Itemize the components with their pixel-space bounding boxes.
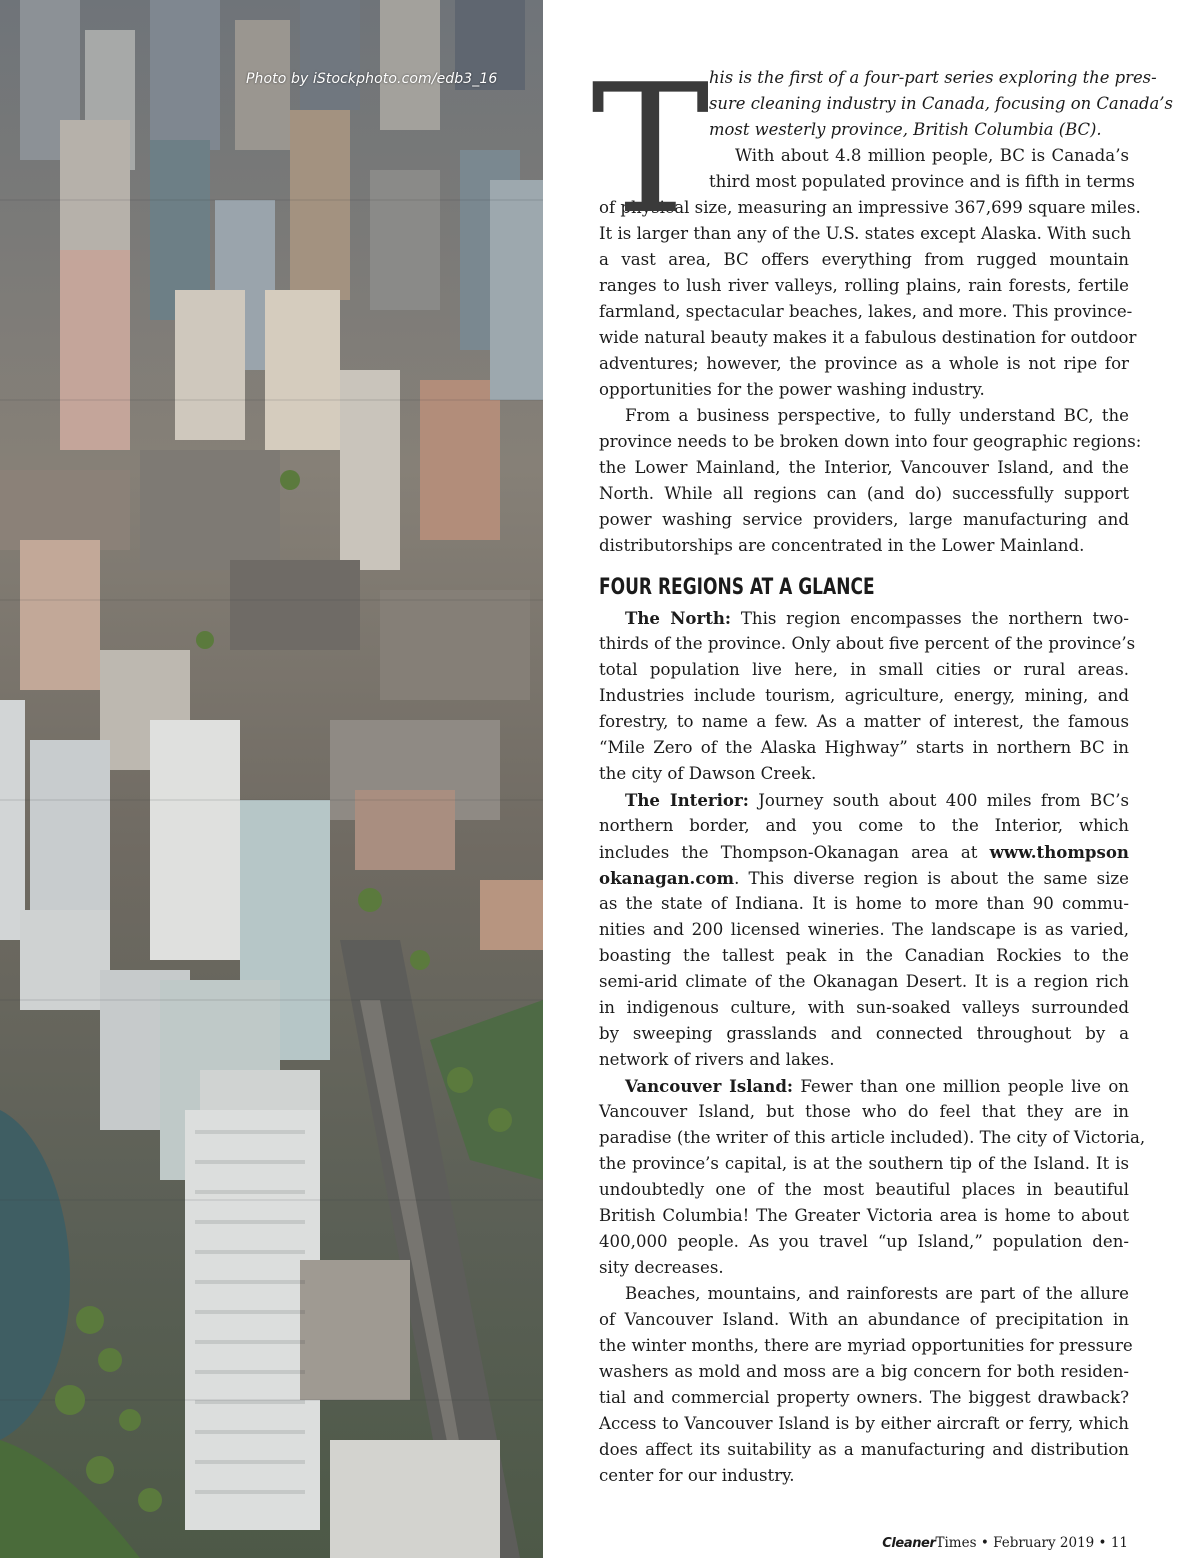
paragraph-line: tial and commercial property owners. The biggest drawback? xyxy=(599,1388,1129,1407)
paragraph-line: northern border, and you come to the Interior, which xyxy=(599,816,1129,835)
article-body xyxy=(591,46,1173,1489)
paragraph-line: of physical size, measuring an impressive 367,699 square miles. xyxy=(599,198,1141,217)
page-number: 11 xyxy=(1110,1535,1128,1551)
paragraph-line: nities and 200 licensed wineries. The landscape is as varied, xyxy=(599,920,1129,939)
paragraph-line: forestry, to name a few. As a matter of interest, the famous xyxy=(599,712,1129,731)
section-heading: FOUR REGIONS AT A GLANCE xyxy=(599,575,875,600)
paragraph-line: wide natural beauty makes it a fabulous destination for outdoor xyxy=(599,328,1137,347)
paragraph-line xyxy=(599,787,1129,813)
paragraph-line: province needs to be broken down into four geographic regions: xyxy=(599,432,1142,451)
paragraph-text: Fewer than one million people live on xyxy=(793,1077,1129,1096)
website-link-cont[interactable]: okanagan.com xyxy=(599,868,735,888)
paragraph-line xyxy=(599,1073,1129,1099)
paragraph-line: It is larger than any of the U.S. states except Alaska. With such xyxy=(599,224,1132,243)
paragraph-line: sity decreases. xyxy=(599,1258,724,1277)
paragraph-line: semi-arid climate of the Okanagan Desert. It is a region rich xyxy=(599,972,1129,991)
photo-credit: Photo by iStockphoto.com/edb3_16 xyxy=(246,71,498,87)
paragraph-text: This region encompasses the northern two- xyxy=(731,609,1129,628)
paragraph-line: the province’s capital, is at the southern tip of the Island. It is xyxy=(599,1154,1129,1173)
paragraph-line: as the state of Indiana. It is home to more than 90 commu- xyxy=(599,894,1129,913)
paragraph-line: Vancouver Island, but those who do feel that they are in xyxy=(599,1102,1129,1121)
paragraph-line: network of rivers and lakes. xyxy=(599,1050,835,1069)
paragraph-line: washers as mold and moss are a big concern for both residen- xyxy=(599,1362,1129,1381)
region-label-interior: The Interior: xyxy=(625,790,749,810)
paragraph-line: the Lower Mainland, the Interior, Vancouver Island, and the xyxy=(599,458,1129,477)
intro-line: sure cleaning industry in Canada, focusing on Canada’s xyxy=(709,94,1173,113)
paragraph-line: North. While all regions can (and do) successfully support xyxy=(599,484,1129,503)
intro-line: most westerly province, British Columbia (BC). xyxy=(709,120,1102,139)
paragraph-line: total population live here, in small cities or rural areas. xyxy=(599,660,1129,679)
park-greenery xyxy=(0,1440,140,1558)
paragraph-line: thirds of the province. Only about five percent of the province’s xyxy=(599,634,1136,653)
paragraph-line: 400,000 people. As you travel “up Island,” population den- xyxy=(599,1232,1129,1251)
paragraph-line: Industries include tourism, agriculture, energy, mining, and xyxy=(599,686,1129,705)
paragraph-line xyxy=(599,865,1129,891)
city-illustration xyxy=(0,0,543,1558)
paragraph-line: Beaches, mountains, and rainforests are part of the allure xyxy=(625,1284,1129,1303)
paragraph-line: With about 4.8 million people, BC is Canada’s xyxy=(735,146,1129,165)
paragraph-line: by sweeping grasslands and connected throughout by a xyxy=(599,1024,1129,1043)
paragraph-line: does affect its suitability as a manufacturing and distribution xyxy=(599,1440,1129,1459)
paragraph-line: boasting the tallest peak in the Canadian Rockies to the xyxy=(599,946,1129,965)
paragraph-line: Access to Vancouver Island is by either aircraft or ferry, which xyxy=(599,1414,1129,1433)
paragraph-line: in indigenous culture, with sun-soaked valleys surrounded xyxy=(599,998,1129,1017)
paragraph-line xyxy=(599,839,1129,865)
paragraph-text: includes the Thompson-Okanagan area at xyxy=(599,843,990,862)
intro-line: his is the first of a four-part series exploring the pres- xyxy=(709,68,1157,87)
page-footer xyxy=(882,1535,1128,1551)
paragraph-line: undoubtedly one of the most beautiful places in beautiful xyxy=(599,1180,1129,1199)
paragraph-line: of Vancouver Island. With an abundance of precipitation in xyxy=(599,1310,1129,1329)
region-label-island: Vancouver Island: xyxy=(625,1076,794,1096)
paragraph-line: farmland, spectacular beaches, lakes, and more. This province- xyxy=(599,302,1133,321)
magazine-name-times: Times xyxy=(935,1535,977,1551)
magazine-name-cleaner: Cleaner xyxy=(882,1536,936,1551)
paragraph-line: the city of Dawson Creek. xyxy=(599,764,817,783)
paragraph-line: third most populated province and is fifth in terms xyxy=(709,172,1135,191)
paragraph-line: opportunities for the power washing industry. xyxy=(599,380,985,399)
paragraph-line: adventures; however, the province as a whole is not ripe for xyxy=(599,354,1129,373)
paragraph-text: . This diverse region is about the same size xyxy=(734,869,1129,888)
paragraph-line: power washing service providers, large manufacturing and xyxy=(599,510,1129,529)
website-link[interactable]: www.thompson xyxy=(989,842,1129,862)
paragraph-text: Journey south about 400 miles from BC’s xyxy=(748,791,1129,810)
paragraph-line: a vast area, BC offers everything from rugged mountain xyxy=(599,250,1129,269)
park-greenery-right xyxy=(430,1000,543,1180)
region-label-north: The North: xyxy=(625,608,732,628)
issue-date: • February 2019 • xyxy=(976,1535,1111,1551)
paragraph-line: center for our industry. xyxy=(599,1466,795,1485)
paragraph-line: ranges to lush river valleys, rolling plains, rain forests, fertile xyxy=(599,276,1129,295)
paragraph-line: paradise (the writer of this article included). The city of Victoria, xyxy=(599,1128,1146,1147)
aerial-city-photo xyxy=(0,0,543,1558)
paragraph-line: the winter months, there are myriad opportunities for pressure xyxy=(599,1336,1133,1355)
paragraph-line: British Columbia! The Greater Victoria area is home to about xyxy=(599,1206,1129,1225)
drop-cap: T xyxy=(591,46,710,253)
paragraph-line xyxy=(599,605,1129,631)
paragraph-line: From a business perspective, to fully understand BC, the xyxy=(625,406,1129,425)
paragraph-line: distributorships are concentrated in the Lower Mainland. xyxy=(599,536,1085,555)
paragraph-line: “Mile Zero of the Alaska Highway” starts in northern BC in xyxy=(599,738,1129,757)
